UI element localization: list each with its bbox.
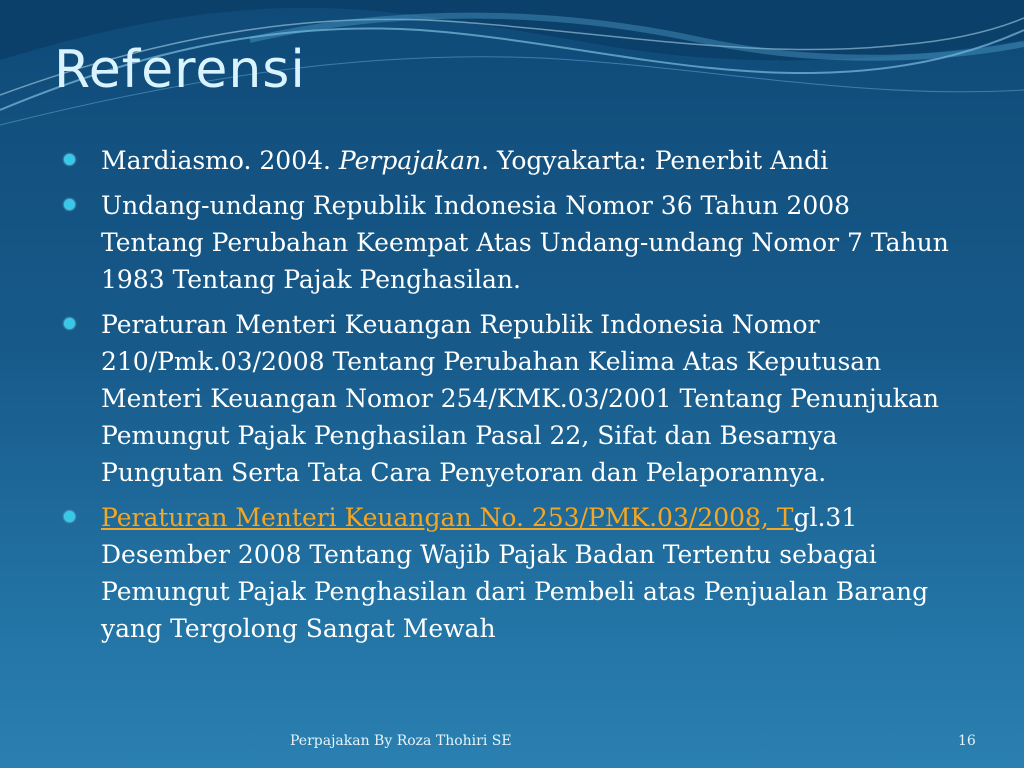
slide-title: Referensi [54, 40, 306, 100]
reference-2-text: Undang-undang Republik Indonesia Nomor 36 Tahun 2008 Tentang Perubahan Keempat Atas Undang-undang Nomor 7 Tahun 1983 Tentang Pajak Penghasilan. [101, 191, 949, 294]
reference-list [64, 142, 954, 647]
reference-item-3 [64, 306, 954, 491]
reference-3-text: Peraturan Menteri Keuangan Republik Indonesia Nomor 210/Pmk.03/2008 Tentang Perubahan Kelima Atas Keputusan Menteri Keuangan Nomor 254/KMK.03/2001 Tentang Penunjukan Pemungut Pajak Penghasilan Pasal 22, Sifat dan Besarnya Pungutan Serta Tata Cara Penyetoran dan Pelaporannya. [101, 310, 939, 487]
reference-4-link[interactable]: Peraturan Menteri Keuangan No. 253/PMK.03/2008, T [101, 503, 794, 532]
bullet-icon [64, 318, 75, 329]
reference-item-2 [64, 187, 954, 298]
footer-text: Perpajakan By Roza Thohiri SE [290, 733, 512, 749]
reference-item-1 [64, 142, 954, 179]
bullet-icon [64, 511, 75, 522]
bullet-icon [64, 199, 75, 210]
reference-item-4 [64, 499, 954, 647]
reference-4-text: gl.31 Desember 2008 Tentang Wajib Pajak Badan Tertentu sebagai Pemungut Pajak Penghasilan dari Pembeli atas Penjualan Barang yang Tergolong Sangat Mewah [101, 503, 929, 643]
reference-1-title: Perpajakan [338, 146, 482, 175]
reference-1-publisher: . Yogyakarta: Penerbit Andi [481, 146, 829, 175]
reference-1-author-year: Mardiasmo. 2004. [101, 146, 339, 175]
reference-list-container [64, 142, 954, 655]
page-number: 16 [958, 733, 976, 749]
bullet-icon [64, 154, 75, 165]
